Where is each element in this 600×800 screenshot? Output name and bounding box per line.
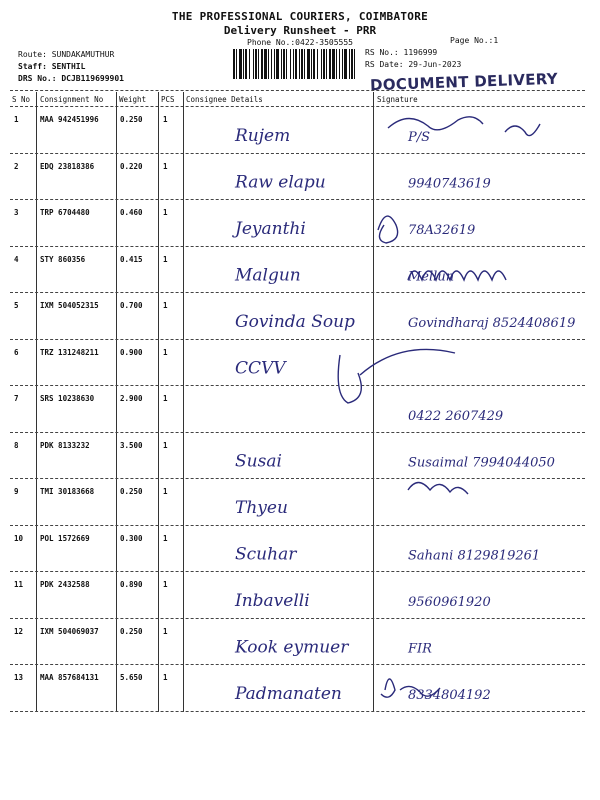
consignee-handwriting: Raw elapu <box>235 172 326 193</box>
serial-number: 5 <box>14 301 19 310</box>
row-divider <box>10 618 585 619</box>
signature-handwriting: 9560961920 <box>408 595 491 610</box>
col-consignee: Consignee Details <box>186 95 263 104</box>
signature-handwriting: Govindharaj 8524408619 <box>408 316 576 331</box>
pieces-count: 1 <box>163 347 168 357</box>
consignee-handwriting: Scuhar <box>235 544 297 565</box>
weight-value: 0.250 <box>120 487 143 496</box>
serial-number: 3 <box>14 208 19 217</box>
consignee-handwriting: Kook eymuer <box>235 637 349 658</box>
phone-number: Phone No.:0422-3505555 <box>247 38 353 47</box>
weight-value: 0.415 <box>120 254 143 264</box>
consignee-handwriting: Govinda Soup <box>235 312 355 332</box>
col-consignment: Consignment No <box>40 95 104 104</box>
pieces-count: 1 <box>163 673 168 682</box>
runsheet-title: Delivery Runsheet - PRR <box>223 24 377 37</box>
col-pcs: PCS <box>161 95 175 104</box>
weight-value: 0.460 <box>120 208 143 217</box>
serial-number: 7 <box>14 394 19 403</box>
rs-number: RS No.: 1196999 <box>365 48 438 57</box>
pieces-count: 1 <box>163 254 168 264</box>
pieces-count: 1 <box>163 208 168 217</box>
col-divider <box>183 92 184 712</box>
col-weight: Weight <box>119 95 147 104</box>
consignee-handwriting: Inbavelli <box>235 591 310 611</box>
row-divider <box>10 432 585 433</box>
consignment-number: IXM 504052315 <box>40 301 99 310</box>
consignee-handwriting: Jeyanthi <box>235 219 306 239</box>
header-rule <box>10 106 585 107</box>
col-divider <box>36 92 37 712</box>
signature-handwriting: 78A32619 <box>408 223 476 238</box>
signature-handwriting: Mellun <box>408 269 455 285</box>
serial-number: 13 <box>14 673 24 682</box>
row-divider <box>10 246 585 247</box>
consignee-handwriting: CCVV <box>235 358 286 379</box>
serial-number: 8 <box>14 440 19 450</box>
pieces-count: 1 <box>163 626 168 636</box>
pieces-count: 1 <box>163 440 168 450</box>
row-divider <box>10 292 585 293</box>
route-label: Route: SUNDAKAMUTHUR <box>18 50 115 59</box>
pieces-count: 1 <box>163 580 168 589</box>
table-top-rule <box>10 90 585 91</box>
company-name: THE PROFESSIONAL COURIERS, COIMBATORE <box>171 10 429 23</box>
row-divider <box>10 199 585 200</box>
consignment-number: SRS 10238630 <box>40 394 95 403</box>
signature-handwriting: 9940743619 <box>408 176 491 192</box>
consignee-handwriting: Susai <box>235 451 282 472</box>
consignment-number: PDK 8133232 <box>40 440 90 450</box>
consignment-number: MAA 857684131 <box>40 673 99 682</box>
weight-value: 0.220 <box>120 161 143 171</box>
serial-number: 2 <box>14 161 19 171</box>
signature-handwriting: 8334804192 <box>408 688 491 703</box>
pieces-count: 1 <box>163 533 168 543</box>
document-delivery-stamp: DOCUMENT DELIVERY <box>369 69 559 95</box>
row-divider <box>10 571 585 572</box>
pieces-count: 1 <box>163 161 168 171</box>
serial-number: 12 <box>14 626 24 636</box>
row-divider <box>10 339 585 340</box>
consignment-number: EDQ 23818386 <box>40 161 95 171</box>
pieces-count: 1 <box>163 115 168 124</box>
consignment-number: POL 1572669 <box>40 533 90 543</box>
col-divider <box>158 92 159 712</box>
signature-handwriting: 0422 2607429 <box>408 409 504 424</box>
row-divider <box>10 153 585 154</box>
barcode <box>233 49 357 79</box>
col-divider <box>116 92 117 712</box>
signature-handwriting: Sahani 8129819261 <box>408 548 541 564</box>
consignment-number: PDK 2432588 <box>40 580 90 589</box>
row-divider <box>10 525 585 526</box>
signature-handwriting: Susaimal 7994044050 <box>408 455 555 471</box>
weight-value: 0.250 <box>120 626 143 636</box>
drs-number: DRS No.: DCJB119699901 <box>18 74 124 83</box>
consignment-number: TRP 6704480 <box>40 208 90 217</box>
weight-value: 2.900 <box>120 394 143 403</box>
serial-number: 4 <box>14 254 19 264</box>
row-divider <box>10 385 585 386</box>
row-divider <box>10 711 585 712</box>
row-divider <box>10 664 585 665</box>
serial-number: 9 <box>14 487 19 496</box>
weight-value: 0.250 <box>120 115 143 124</box>
weight-value: 5.650 <box>120 673 143 682</box>
consignee-handwriting: Padmanaten <box>235 684 342 704</box>
weight-value: 0.890 <box>120 580 143 589</box>
col-sno: S No <box>12 95 31 104</box>
staff-label: Staff: SENTHIL <box>18 62 86 71</box>
consignment-number: TMI 30183668 <box>40 487 95 496</box>
pieces-count: 1 <box>163 394 168 403</box>
signature-handwriting: P/S <box>408 130 431 145</box>
serial-number: 11 <box>14 580 24 589</box>
consignment-number: MAA 942451996 <box>40 115 99 124</box>
serial-number: 1 <box>14 115 19 124</box>
rs-date: RS Date: 29-Jun-2023 <box>365 60 462 69</box>
serial-number: 6 <box>14 347 19 357</box>
col-divider <box>373 92 374 712</box>
consignment-number: STY 860356 <box>40 254 86 264</box>
consignment-number: IXM 504069037 <box>40 626 99 636</box>
signature-handwriting: FIR <box>408 641 432 657</box>
consignment-number: TRZ 131248211 <box>40 347 99 357</box>
page-number: Page No.:1 <box>450 36 499 45</box>
consignee-handwriting: Thyeu <box>235 498 288 518</box>
pieces-count: 1 <box>163 301 168 310</box>
weight-value: 0.700 <box>120 301 143 310</box>
weight-value: 0.300 <box>120 533 143 543</box>
consignee-handwriting: Malgun <box>235 265 301 286</box>
col-signature: Signature <box>377 95 418 104</box>
weight-value: 3.500 <box>120 440 143 450</box>
weight-value: 0.900 <box>120 347 143 357</box>
serial-number: 10 <box>14 533 24 543</box>
row-divider <box>10 478 585 479</box>
pieces-count: 1 <box>163 487 168 496</box>
consignee-handwriting: Rujem <box>235 126 291 146</box>
